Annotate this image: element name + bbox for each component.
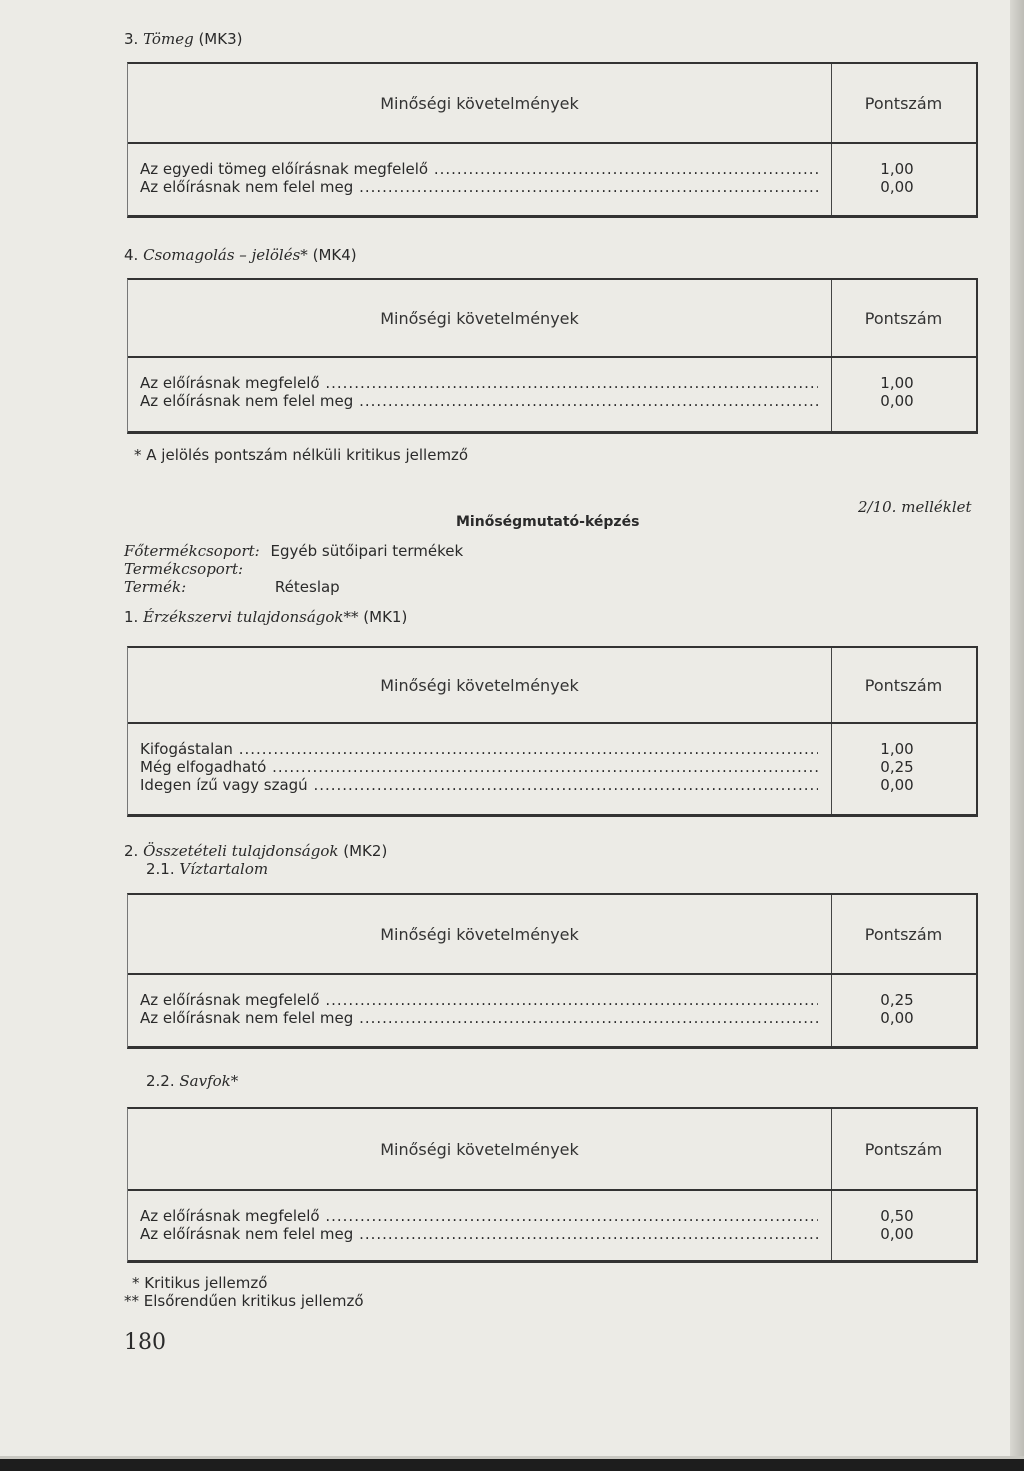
product: Termék: Réteslap bbox=[124, 578, 340, 596]
table-header: Minőségi követelmények Pontszám bbox=[128, 648, 976, 724]
table-row: Az előírásnak megfelelő ..... 0,50 bbox=[128, 1207, 976, 1225]
section-4-heading: 4. Csomagolás – jelölés* (MK4) bbox=[124, 246, 357, 264]
table-header: Minőségi követelmények Pontszám bbox=[128, 895, 976, 975]
table-header bbox=[128, 64, 976, 144]
section-2-2-heading: 2.2. Savfok* bbox=[146, 1072, 239, 1090]
footnote-marking: * A jelölés pontszám nélküli kritikus jellemző bbox=[134, 446, 469, 464]
footnote-critical: * Kritikus jellemző bbox=[132, 1274, 268, 1292]
table-row: Az egyedi tömeg előírásnak megfelelő ..... 1,00 bbox=[128, 160, 976, 178]
page-number: 180 bbox=[124, 1330, 166, 1355]
table-section-2-1 bbox=[127, 893, 978, 1049]
footnote-primary-critical: ** Elsőrendűen kritikus jellemző bbox=[124, 1292, 364, 1310]
section-code: (MK3) bbox=[198, 30, 243, 48]
scan-edge bbox=[0, 1459, 1024, 1471]
table-row: Az előírásnak nem felel meg ..... 0,00 bbox=[128, 392, 976, 410]
section-2-1-heading: 2.1. Víztartalom bbox=[146, 860, 269, 878]
section-1-heading: 1. Érzékszervi tulajdonságok** (MK1) bbox=[124, 608, 408, 626]
table-row: Az előírásnak megfelelő ..... 1,00 bbox=[128, 374, 976, 392]
table-row: Idegen ízű vagy szagú ..... 0,00 bbox=[128, 776, 976, 794]
table-row: Az előírásnak nem felel meg ..... 0,00 bbox=[128, 1009, 976, 1027]
annex-title: Minőségmutató-képzés bbox=[456, 514, 640, 530]
table-section-3 bbox=[127, 62, 978, 218]
section-number: 3. bbox=[124, 30, 139, 48]
section-title: Tömeg bbox=[143, 30, 194, 48]
col-score: Pontszám bbox=[864, 93, 943, 113]
table-row: Az előírásnak nem felel meg ..... 0,00 bbox=[128, 178, 976, 196]
table-section-1 bbox=[127, 646, 978, 817]
page-edge bbox=[1010, 0, 1024, 1471]
col-requirements: Minőségi követelmények bbox=[380, 93, 579, 113]
main-product-group: Főtermékcsoport: Egyéb sütőipari termékek bbox=[124, 542, 464, 560]
section-2-heading: 2. Összetételi tulajdonságok (MK2) bbox=[124, 842, 388, 860]
product-group-label: Termékcsoport: bbox=[124, 560, 244, 578]
table-section-2-2 bbox=[127, 1107, 978, 1263]
table-header: Minőségi követelmények Pontszám bbox=[128, 280, 976, 358]
table-row: Kifogástalan ..... 1,00 bbox=[128, 740, 976, 758]
table-section-4 bbox=[127, 278, 978, 434]
annex-label: 2/10. melléklet bbox=[858, 498, 972, 516]
table-row: Még elfogadható ..... 0,25 bbox=[128, 758, 976, 776]
table-row: Az előírásnak nem felel meg ..... 0,00 bbox=[128, 1225, 976, 1243]
section-3-heading bbox=[124, 30, 242, 48]
table-header: Minőségi követelmények Pontszám bbox=[128, 1109, 976, 1191]
table-row: Az előírásnak megfelelő ..... 0,25 bbox=[128, 991, 976, 1009]
